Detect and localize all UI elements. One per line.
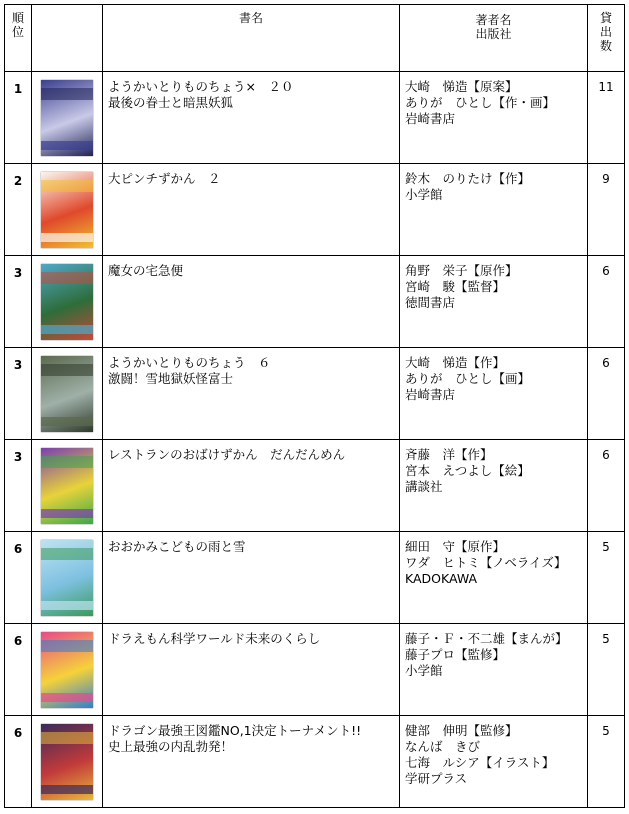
author-line: 健部 伸明【監修】 [405,723,518,738]
loan-count: 9 [602,172,610,186]
author-cell [400,164,588,256]
book-cover-image[interactable] [41,80,93,156]
author-line: なんば きび [405,739,481,754]
rank-cell [5,72,32,164]
cover-cell [32,624,103,716]
author-line: 大崎 悌造【作】 [405,355,506,370]
title-cell [103,624,400,716]
author-line: ワダ ヒトミ【ノベライズ】 [405,555,567,570]
author-line: 斉藤 洋【作】 [405,447,493,462]
book-title-line[interactable]: 史上最強の内乱勃発！ [108,739,234,754]
title-cell [103,716,400,808]
header-count: 貸出数 [588,5,625,72]
loan-count: 6 [602,356,610,370]
rank-cell [5,624,32,716]
book-title-line[interactable]: おおかみこどもの雨と雪 [108,539,246,554]
rank-value: 1 [13,82,23,96]
author-cell [400,256,588,348]
rank-cell [5,532,32,624]
author-line: 小学館 [405,187,443,202]
header-cover [32,5,103,72]
rank-value: 3 [13,358,23,372]
table-row [5,256,625,348]
book-title-line[interactable]: ドラゴン最強王図鑑NO,1決定トーナメント!! [108,723,362,738]
cover-cell [32,72,103,164]
book-title-line[interactable]: 激闘！雪地獄妖怪富士 [108,371,234,386]
count-cell [588,532,625,624]
count-cell [588,348,625,440]
count-cell [588,164,625,256]
title-cell [103,256,400,348]
author-cell [400,532,588,624]
rank-cell [5,716,32,808]
book-title-line[interactable]: 魔女の宅急便 [108,263,184,278]
author-line: 鈴木 のりたけ【作】 [405,171,531,186]
rank-cell [5,440,32,532]
author-line: 小学館 [405,663,443,678]
title-cell [103,72,400,164]
author-cell [400,624,588,716]
book-title-line[interactable]: ドラえもん科学ワールド未来のくらし [108,631,321,646]
author-cell [400,348,588,440]
author-line: 岩崎書店 [405,111,456,126]
loan-count: 6 [602,264,610,278]
book-cover-image[interactable] [41,172,93,248]
author-line: 講談社 [405,479,443,494]
rank-value: 2 [13,174,23,188]
author-line: 藤子プロ【監修】 [405,647,506,662]
count-cell [588,440,625,532]
header-rank: 順位 [5,5,32,72]
author-line: 角野 栄子【原作】 [405,263,518,278]
book-title-line[interactable]: ようかいとりものちょう× ２０ [108,79,294,94]
header-row [5,5,625,72]
title-cell [103,164,400,256]
author-line: 藤子・Ｆ・不二雄【まんが】 [405,631,568,646]
rank-value: 3 [13,266,23,280]
header-author: 著者名 出版社 [400,5,588,72]
table-row [5,348,625,440]
rank-cell [5,256,32,348]
book-cover-image[interactable] [41,356,93,432]
title-cell [103,440,400,532]
table-row [5,440,625,532]
rank-cell [5,348,32,440]
cover-cell [32,440,103,532]
author-line: 大崎 悌造【原案】 [405,79,518,94]
book-cover-image[interactable] [41,264,93,340]
book-title-line[interactable]: レストランのおばけずかん だんだんめん [108,447,346,462]
author-cell [400,72,588,164]
table-row [5,716,625,808]
rank-value: 3 [13,450,23,464]
loan-count: 5 [602,724,610,738]
count-cell [588,624,625,716]
author-line: ありが ひとし【作・画】 [405,95,556,110]
cover-cell [32,532,103,624]
book-title-line[interactable]: ようかいとりものちょう ６ [108,355,271,370]
cover-cell [32,164,103,256]
loan-count: 11 [598,80,614,94]
count-cell [588,256,625,348]
book-cover-image[interactable] [41,448,93,524]
book-cover-image[interactable] [41,724,93,800]
book-cover-image[interactable] [41,632,93,708]
table-row [5,164,625,256]
cover-cell [32,716,103,808]
rank-cell [5,164,32,256]
rank-value: 6 [13,634,23,648]
author-line: ありが ひとし【画】 [405,371,531,386]
title-cell [103,532,400,624]
author-line: 細田 守【原作】 [405,539,506,554]
header-title: 書名 [103,5,400,72]
author-cell [400,716,588,808]
author-line: KADOKAWA [405,571,478,586]
loan-count: 6 [602,448,610,462]
title-cell [103,348,400,440]
rank-value: 6 [13,542,23,556]
book-title-line[interactable]: 最後の眷士と暗黒妖狐 [108,95,234,110]
count-cell [588,72,625,164]
author-line: 岩崎書店 [405,387,456,402]
count-cell [588,716,625,808]
author-line: 徳間書店 [405,295,456,310]
author-line: 学研プラス [405,771,468,786]
book-cover-image[interactable] [41,540,93,616]
author-cell [400,440,588,532]
author-line: 宮崎 駿【監督】 [405,279,506,294]
ranking-table [4,4,625,808]
table-row [5,624,625,716]
loan-count: 5 [602,540,610,554]
cover-cell [32,256,103,348]
rank-value: 6 [13,726,23,740]
table-row [5,532,625,624]
author-line: 七海 ルシア【イラスト】 [405,755,555,770]
author-line: 宮本 えつよし【絵】 [405,463,530,478]
loan-count: 5 [602,632,610,646]
table-row [5,72,625,164]
cover-cell [32,348,103,440]
book-title-line[interactable]: 大ピンチずかん ２ [108,171,221,186]
